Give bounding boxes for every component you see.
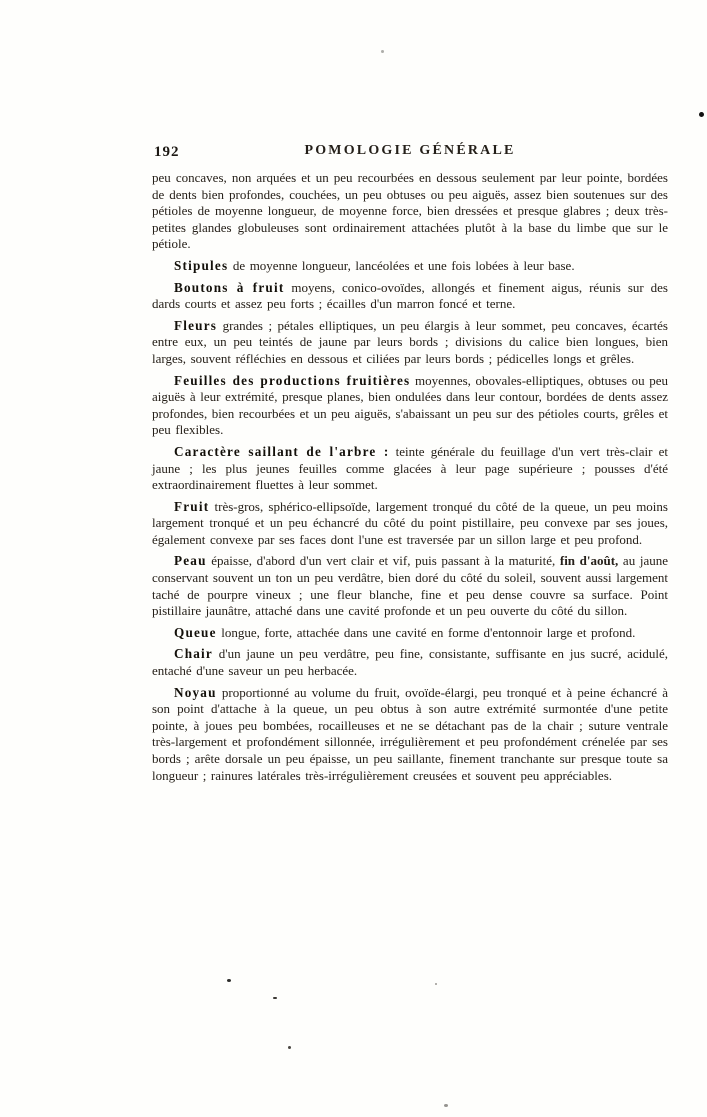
paragraph-lead: Caractère saillant de l'arbre : — [174, 443, 390, 459]
paragraph-lead: Stipules — [174, 257, 229, 273]
paragraph — [152, 318, 668, 368]
scan-speck — [699, 112, 704, 117]
body-text: peu concaves, non arquées et un peu recourbées en dessous seulement par leur pointe, bordées de dents bien profondes, couchées, un peu obtuses ou peu aiguës, assez bien soutenues sur des pétioles de moyenne longueur, de moyenne force, bien dressées et presque glabres ; deux très-petites glandes globuleuses sont ordinairement attachées plutôt à la base du limbe que sur le pétiole. — [152, 170, 668, 252]
paragraph-lead: Peau — [174, 553, 207, 569]
paragraph — [152, 373, 668, 439]
body-text: moyens, conico-ovoïdes, allongés et finement aigus, réunis sur des dards courts et assez peu forts ; écailles d'un marron foncé et terne. — [152, 279, 668, 312]
paragraph — [152, 444, 668, 494]
body-text: très-gros, sphérico-ellipsoïde, largement tronqué du côté de la queue, un peu moins largement tronqué et un peu échancré du côté du point pistillaire, peu convexe par ses joues, également convexe par ses faces dont l'une est traversée par un sillon large et peu profond. — [152, 498, 668, 547]
paragraph-lead: Chair — [174, 646, 213, 662]
scan-speck — [381, 50, 384, 53]
paragraph-lead: Feuilles des productions fruitières — [174, 372, 411, 388]
paragraph — [152, 499, 668, 549]
paragraph — [152, 280, 668, 313]
emphasis-text: fin d'août, — [559, 553, 619, 569]
paragraph — [152, 553, 668, 619]
running-head — [152, 143, 668, 165]
body-text: grandes ; pétales elliptiques, un peu élargis à leur sommet, peu concaves, écartés entre eux, un peu teintés de jaune par leurs bords ; divisions du calice bien longues, bien larges, souvent réfléchies en dessous et ciliées par leurs bords ; pédicelles longs et grêles. — [152, 317, 668, 366]
body-text: au jaune conservant souvent un ton un peu verdâtre, bien doré du côté du soleil, souvent aussi largement taché de pourpre vineux ; une fleur blanche, fine et peu dense couvre sa surface. Point pistillaire jaunâtre, attaché dans une cavité profonde et un peu ouverte du côté du sillon. — [152, 553, 668, 619]
body-text: d'un jaune un peu verdâtre, peu fine, consistante, suffisante en jus sucré, acidulé, entaché d'une saveur un peu herbacée. — [152, 646, 668, 679]
body-text: proportionné au volume du fruit, ovoïde-élargi, peu tronqué et à peine échancré à son point d'attache à la queue, un peu obtus à son autre extrémité surmontée d'une petite pointe, à joues peu bombées, rocailleuses et ne se détachant pas de la chair ; suture ventrale très-largement et profondément sillonnée, irrégulièrement et peu profondément crénelée par ses bords ; arête dorsale un peu épaisse, un peu saillante, finement tranchante sur presque toute sa longueur ; rainures latérales très-irrégulièrement creusées et souvent peu appréciables. — [152, 684, 668, 783]
page-number: 192 — [154, 144, 180, 160]
paragraph — [152, 258, 668, 275]
paragraph-lead: Boutons à fruit — [174, 279, 285, 295]
paragraph — [152, 625, 668, 642]
paragraph — [152, 170, 668, 253]
scan-speck — [435, 983, 437, 985]
body-text: de moyenne longueur, lancéolées et une fois lobées à leur base. — [232, 257, 575, 273]
scan-speck — [227, 979, 231, 982]
paragraph-lead: Queue — [174, 624, 217, 640]
paragraph-lead: Noyau — [174, 684, 217, 700]
page-body — [152, 170, 668, 784]
body-text: épaisse, d'abord d'un vert clair et vif, puis passant à la maturité, — [211, 553, 560, 569]
paragraph-lead: Fleurs — [174, 317, 218, 333]
body-text: moyennes, obovales-elliptiques, obtuses ou peu aiguës à leur extrémité, presque planes, bien ondulées dans leur contour, bordées de dents assez profondes, bien recourbées et un peu aiguës, s'abaissant un peu sur des pétioles courts, grêles et peu flexibles. — [152, 372, 668, 438]
paragraph — [152, 646, 668, 679]
running-title: POMOLOGIE GÉNÉRALE — [304, 143, 516, 158]
body-text: longue, forte, attachée dans une cavité en forme d'entonnoir large et profond. — [221, 624, 636, 640]
paragraph — [152, 685, 668, 785]
scan-speck — [288, 1046, 291, 1049]
body-text: teinte générale du feuillage d'un vert très-clair et jaune ; les plus jeunes feuilles comme glacées à leur page supérieure ; pousses d'été extraordinairement fluettes à leur sommet. — [152, 443, 668, 493]
scan-speck — [273, 997, 277, 999]
paragraph-lead: Fruit — [174, 498, 210, 514]
scan-speck — [444, 1104, 448, 1107]
